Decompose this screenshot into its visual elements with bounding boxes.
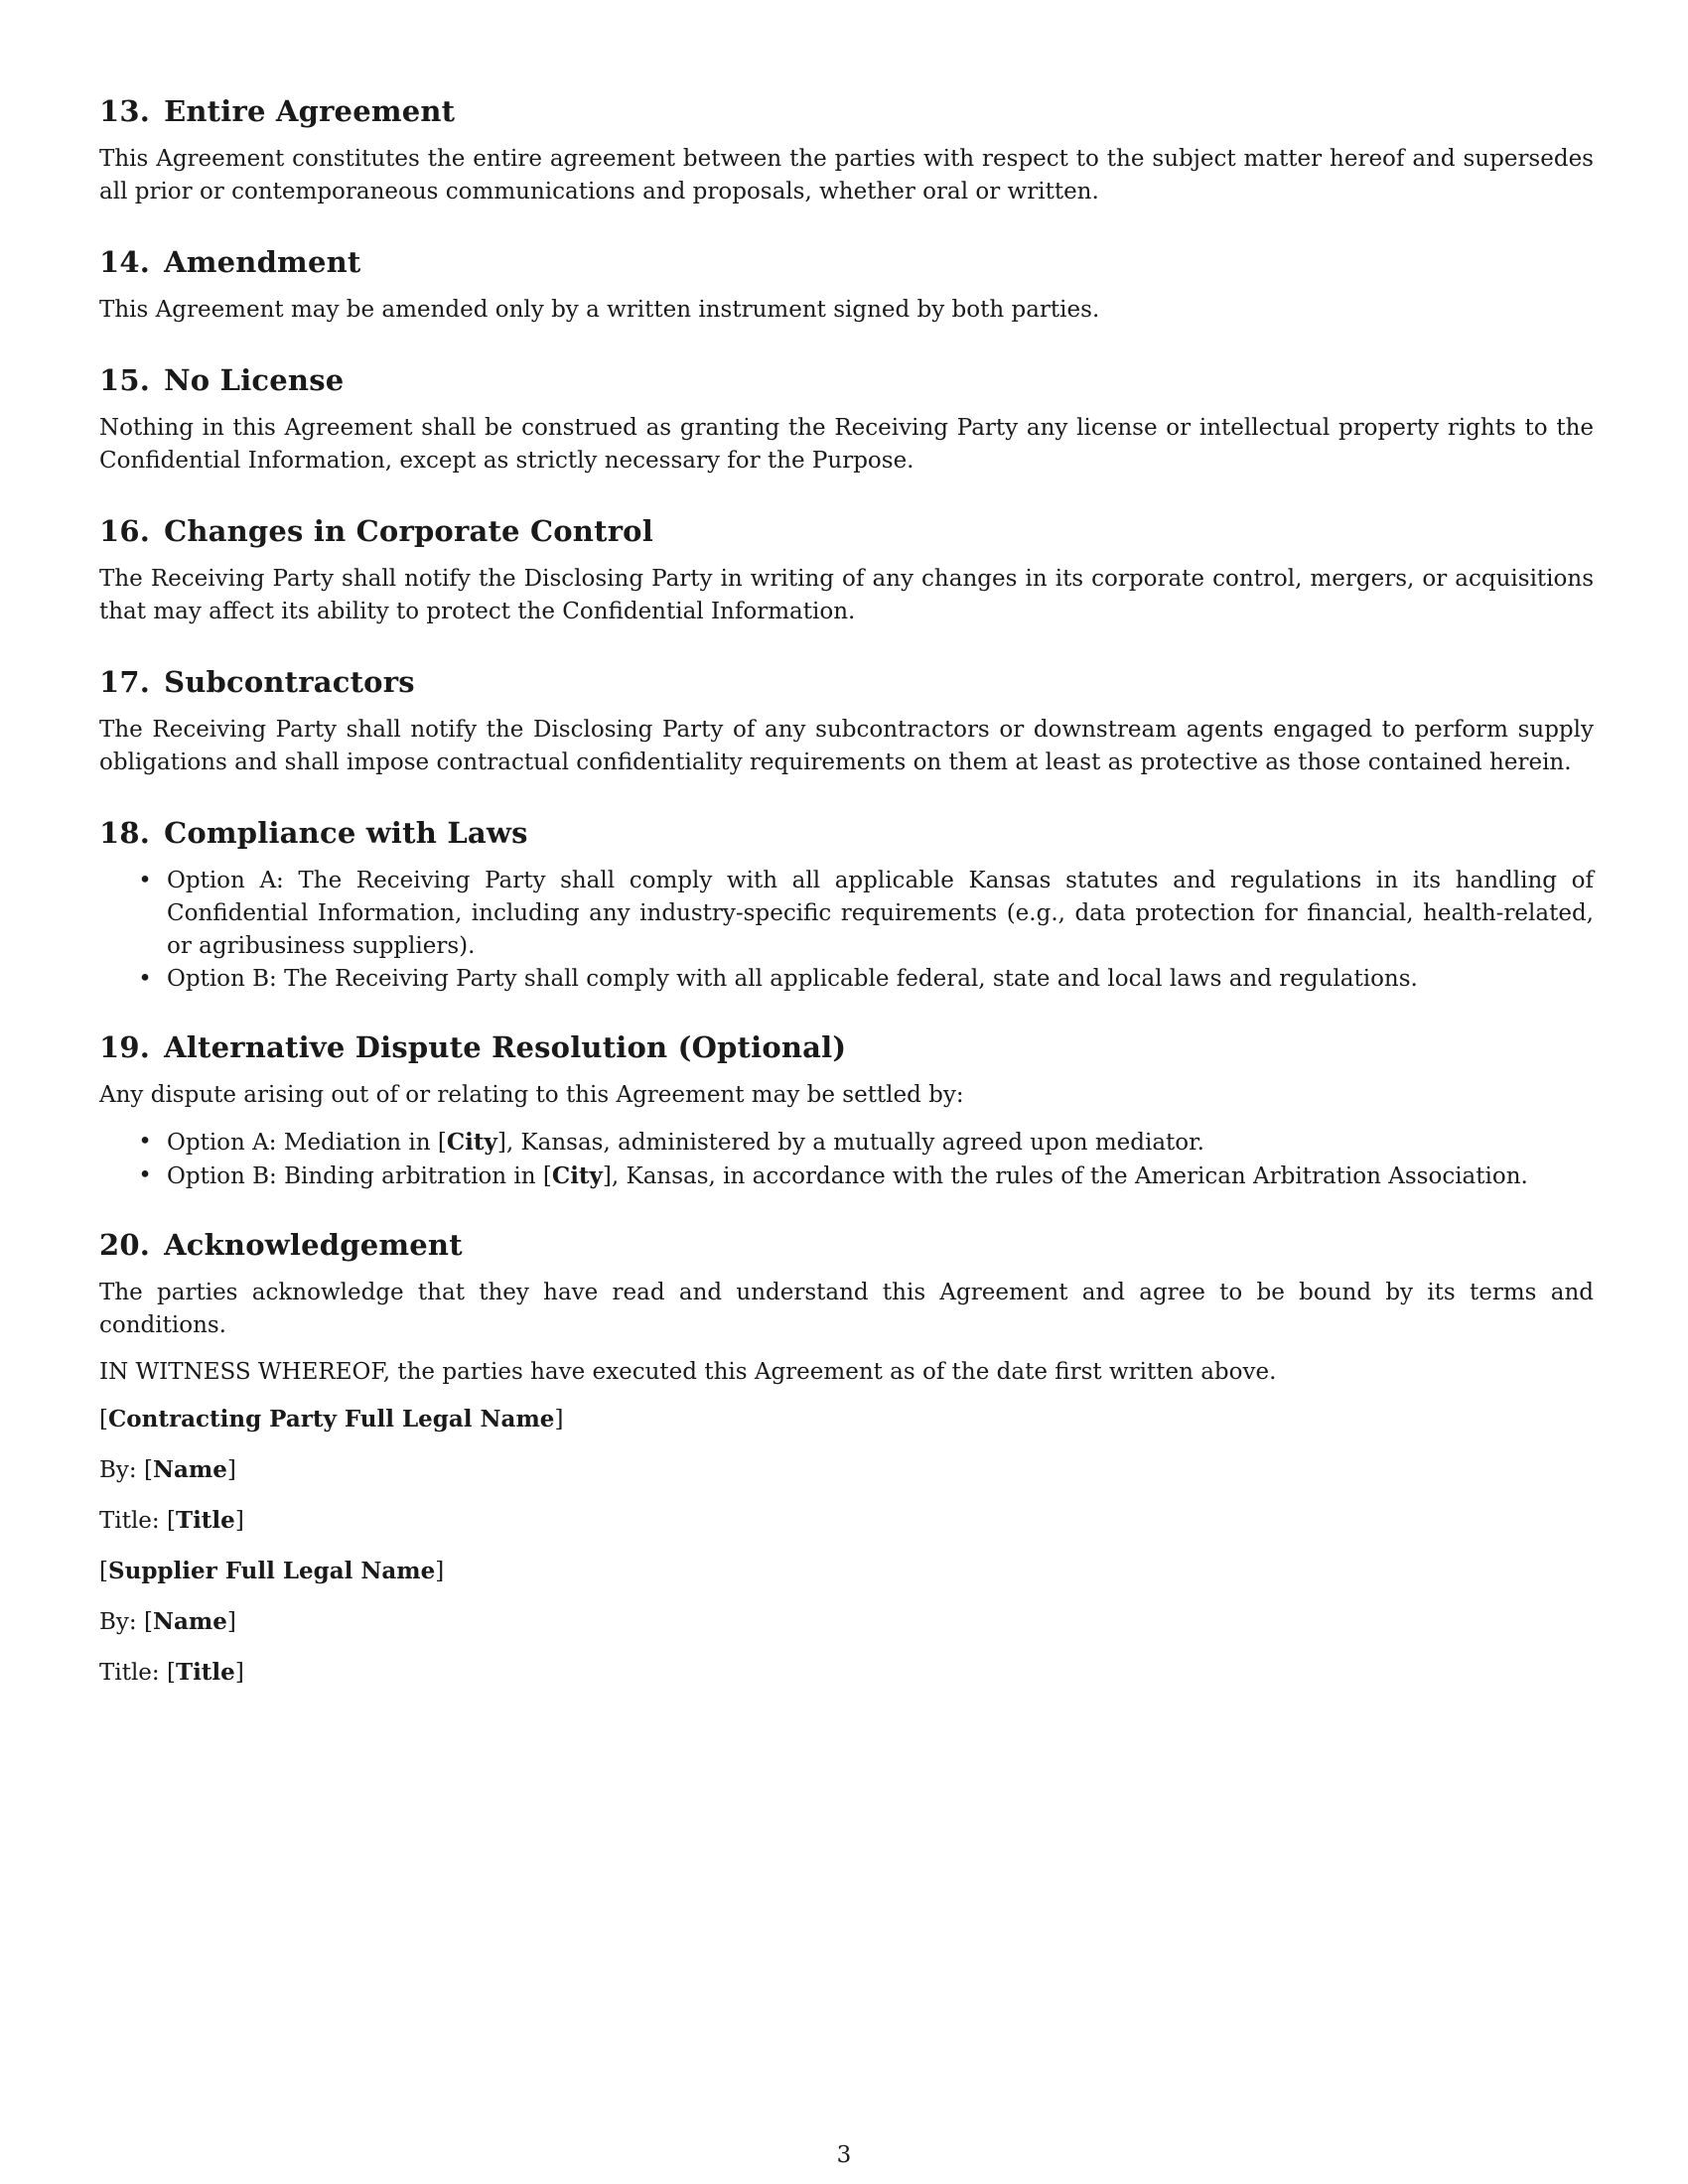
signer-name-line: By: [Name] (99, 1608, 236, 1635)
bullet-icon: • (138, 1162, 152, 1188)
section-compliance-with-laws (99, 813, 1594, 996)
section-changes-in-corporate-control (99, 511, 1594, 628)
bullet-icon: • (138, 966, 152, 992)
list-item: • Option B: Binding arbitration in [City], Kansas, in accordance with the rules of the American Arbitration Association. (135, 1160, 1594, 1193)
section-number: 15. (99, 363, 151, 397)
option-text: Option A: The Receiving Party shall comply with all applicable Kansas statutes and regulations in its handling of Confidential Information, including any industry-specific requirements (e.g., data protection for financial, health-related, or agribusiness suppliers). (167, 868, 1594, 959)
party-name-placeholder: Supplier Full Legal Name (107, 1558, 436, 1584)
section-no-license (99, 360, 1594, 478)
section-title: Amendment (164, 245, 361, 279)
section-title: Acknowledgement (164, 1228, 463, 1262)
party-name-line: [Supplier Full Legal Name] (99, 1558, 445, 1584)
section-title: Changes in Corporate Control (164, 514, 653, 548)
section-acknowledgement (99, 1225, 1594, 1389)
city-placeholder: City (446, 1129, 497, 1156)
section-heading (99, 662, 1594, 702)
signer-name-placeholder: Name (152, 1456, 227, 1483)
option-text-before: Option B: Binding arbitration in (167, 1163, 543, 1189)
signature-block-supplier (99, 1555, 1594, 1690)
document-page (99, 91, 1594, 1706)
section-body: The Receiving Party shall notify the Disclosing Party of any subcontractors or downstream agents engaged to perform supply obligations and shall impose contractual confidentiality requirements on them at least as protective as those contained herein. (99, 717, 1594, 775)
section-number: 16. (99, 514, 151, 548)
title-label: Title: (99, 1508, 160, 1534)
signer-title-placeholder: Title (175, 1507, 235, 1534)
city-placeholder: City (551, 1162, 603, 1189)
section-title: Entire Agreement (164, 94, 456, 128)
section-alternative-dispute-resolution (99, 1027, 1594, 1193)
section-body: Nothing in this Agreement shall be construed as granting the Receiving Party any license or intellectual property rights to the Confidential Information, except as strictly necessary for the Purpose. (99, 415, 1594, 474)
option-text-after: , Kansas, in accordance with the rules of the American Arbitration Association. (611, 1163, 1528, 1189)
list-item (135, 865, 1594, 963)
option-text-after: , Kansas, administered by a mutually agreed upon mediator. (505, 1130, 1204, 1156)
party-name-line: [Contracting Party Full Legal Name] (99, 1406, 564, 1433)
section-body: The parties acknowledge that they have read and understand this Agreement and agree to be bound by its terms and conditions. (99, 1280, 1594, 1338)
section-heading (99, 360, 1594, 400)
section-amendment (99, 242, 1594, 327)
section-subcontractors (99, 662, 1594, 779)
page-number: 3 (836, 2142, 852, 2168)
section-number: 13. (99, 94, 151, 128)
section-number: 17. (99, 665, 151, 699)
section-entire-agreement (99, 91, 1594, 208)
section-heading (99, 91, 1594, 131)
section-title: Alternative Dispute Resolution (Optional) (164, 1030, 847, 1064)
option-list (99, 865, 1594, 996)
signer-title-placeholder: Title (175, 1659, 235, 1686)
section-number: 20. (99, 1228, 151, 1262)
section-heading (99, 1225, 1594, 1265)
option-list (99, 1126, 1594, 1193)
section-heading (99, 511, 1594, 551)
signer-title-line: Title: [Title] (99, 1507, 244, 1534)
party-name-placeholder: Contracting Party Full Legal Name (107, 1406, 555, 1433)
signature-block-contracting-party (99, 1403, 1594, 1538)
signer-name-line: By: [Name] (99, 1456, 236, 1483)
section-intro: Any dispute arising out of or relating to this Agreement may be settled by: (99, 1082, 964, 1108)
section-title: No License (164, 363, 345, 397)
section-title: Compliance with Laws (164, 816, 528, 850)
option-text-before: Option A: Mediation in (167, 1130, 438, 1156)
section-number: 14. (99, 245, 151, 279)
section-title: Subcontractors (164, 665, 415, 699)
by-label: By: (99, 1609, 137, 1635)
bullet-icon: • (138, 868, 152, 893)
section-heading (99, 242, 1594, 282)
section-body: This Agreement constitutes the entire agreement between the parties with respect to the subject matter hereof and supersedes all prior or contemporaneous communications and proposals, whether oral or written. (99, 146, 1594, 205)
section-heading (99, 813, 1594, 853)
section-heading (99, 1027, 1594, 1067)
option-text: Option B: The Receiving Party shall comply with all applicable federal, state and local laws and regulations. (167, 966, 1418, 992)
section-body: The Receiving Party shall notify the Disclosing Party in writing of any changes in its corporate control, mergers, or acquisitions that may affect its ability to protect the Confidential Information. (99, 566, 1594, 624)
by-label: By: (99, 1457, 137, 1483)
signer-title-line: Title: [Title] (99, 1659, 244, 1686)
title-label: Title: (99, 1660, 160, 1686)
section-number: 19. (99, 1030, 151, 1064)
signer-name-placeholder: Name (152, 1608, 227, 1635)
section-body: This Agreement may be amended only by a written instrument signed by both parties. (99, 297, 1100, 323)
list-item: • Option A: Mediation in [City], Kansas, administered by a mutually agreed upon mediator. (135, 1126, 1594, 1160)
bullet-icon: • (138, 1129, 152, 1155)
list-item (135, 963, 1594, 996)
section-number: 18. (99, 816, 151, 850)
witness-statement: IN WITNESS WHEREOF, the parties have executed this Agreement as of the date first written above. (99, 1359, 1277, 1385)
